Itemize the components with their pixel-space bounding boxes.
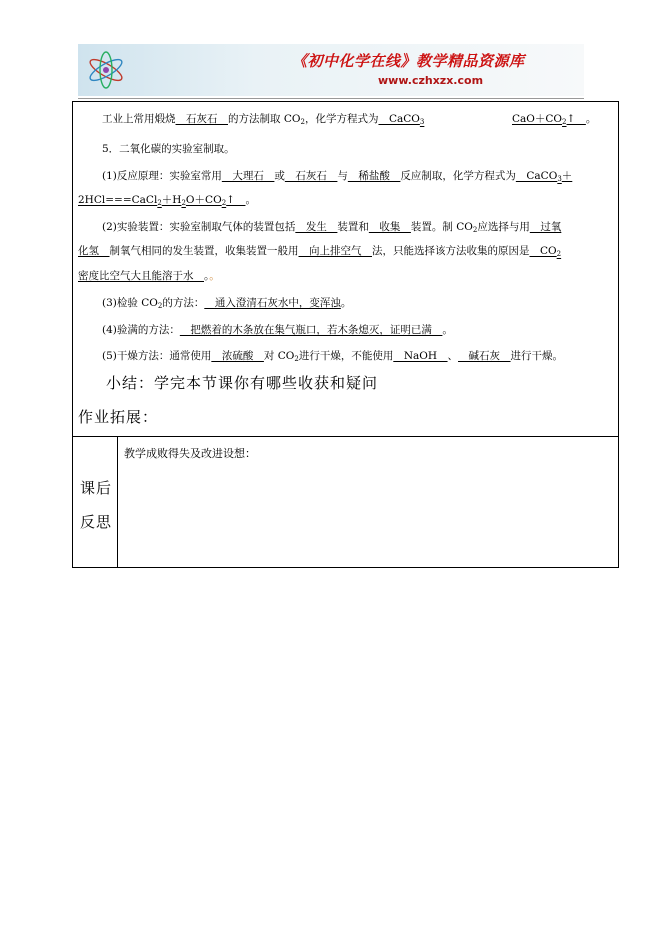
line-collection-method: 化氢__制氧气相同的发生装置，收集装置一般用__向上排空气__法，只能选择该方法收集的原因是$\_\_CO_2$	[78, 245, 562, 258]
reflection-prompt: 教学成败得失及改进设想：	[124, 447, 256, 460]
table-border-top	[72, 101, 619, 102]
table-border-right	[618, 101, 619, 568]
banner-title: 《初中化学在线》教学精品资源库	[292, 52, 525, 70]
banner-divider	[78, 98, 584, 99]
line-test-method: (3)检验 $CO_2$的方法：__通入澄清石灰水中，变浑浊。	[102, 297, 352, 310]
reflection-label-line1: 课后	[80, 479, 113, 497]
line-collection-reason: 密度比空气大且能溶于水__。。	[78, 270, 220, 282]
section-heading-co2-prep: 5．二氧化碳的实验室制取。	[102, 143, 235, 155]
line-limestone-products: $CaO+CO_2↑\_\_$。	[512, 113, 597, 126]
table-column-divider	[117, 436, 118, 568]
line-drying-method: (5)干燥方法：通常使用__浓硫酸__对 $CO_2$进行干燥，不能使用__NaOH__、__碱石灰__进行干燥。	[102, 350, 564, 363]
homework-text: 作业拓展：	[78, 408, 159, 426]
reflection-label-line2: 反思	[80, 513, 113, 531]
table-border-left	[72, 101, 73, 568]
header-banner	[78, 44, 584, 96]
line-apparatus: (2)实验装置：实验室制取气体的装置包括__发生__装置和__收集__装置。制 $CO_2$应选择与用__过氧	[102, 221, 562, 234]
summary-text: 小结：学完本节课你有哪些收获和疑问	[106, 374, 379, 392]
line-reaction-equation: $2HCl===CaCl_2+H_2O+CO_2↑\_\_$。	[78, 194, 256, 207]
table-border-bottom	[72, 567, 619, 568]
table-row-divider	[72, 436, 619, 437]
banner-url: www.czhxzx.com	[378, 74, 484, 87]
atom-logo-icon	[84, 48, 128, 92]
line-full-check-method: (4)验满的方法：__把燃着的木条放在集气瓶口，若木条熄灭，证明已满__。	[102, 324, 453, 336]
line-limestone-industrial: 工业上常用煅烧__石灰石__的方法制取 $CO_2$，化学方程式为__CaCO$_3$	[102, 113, 425, 126]
line-reaction-principle: (1)反应原理：实验室常用__大理石__或__石灰石__与__稀盐酸__反应制取，化学方程式为__CaCO$_3$＋	[102, 170, 573, 183]
lesson-table	[72, 101, 619, 568]
